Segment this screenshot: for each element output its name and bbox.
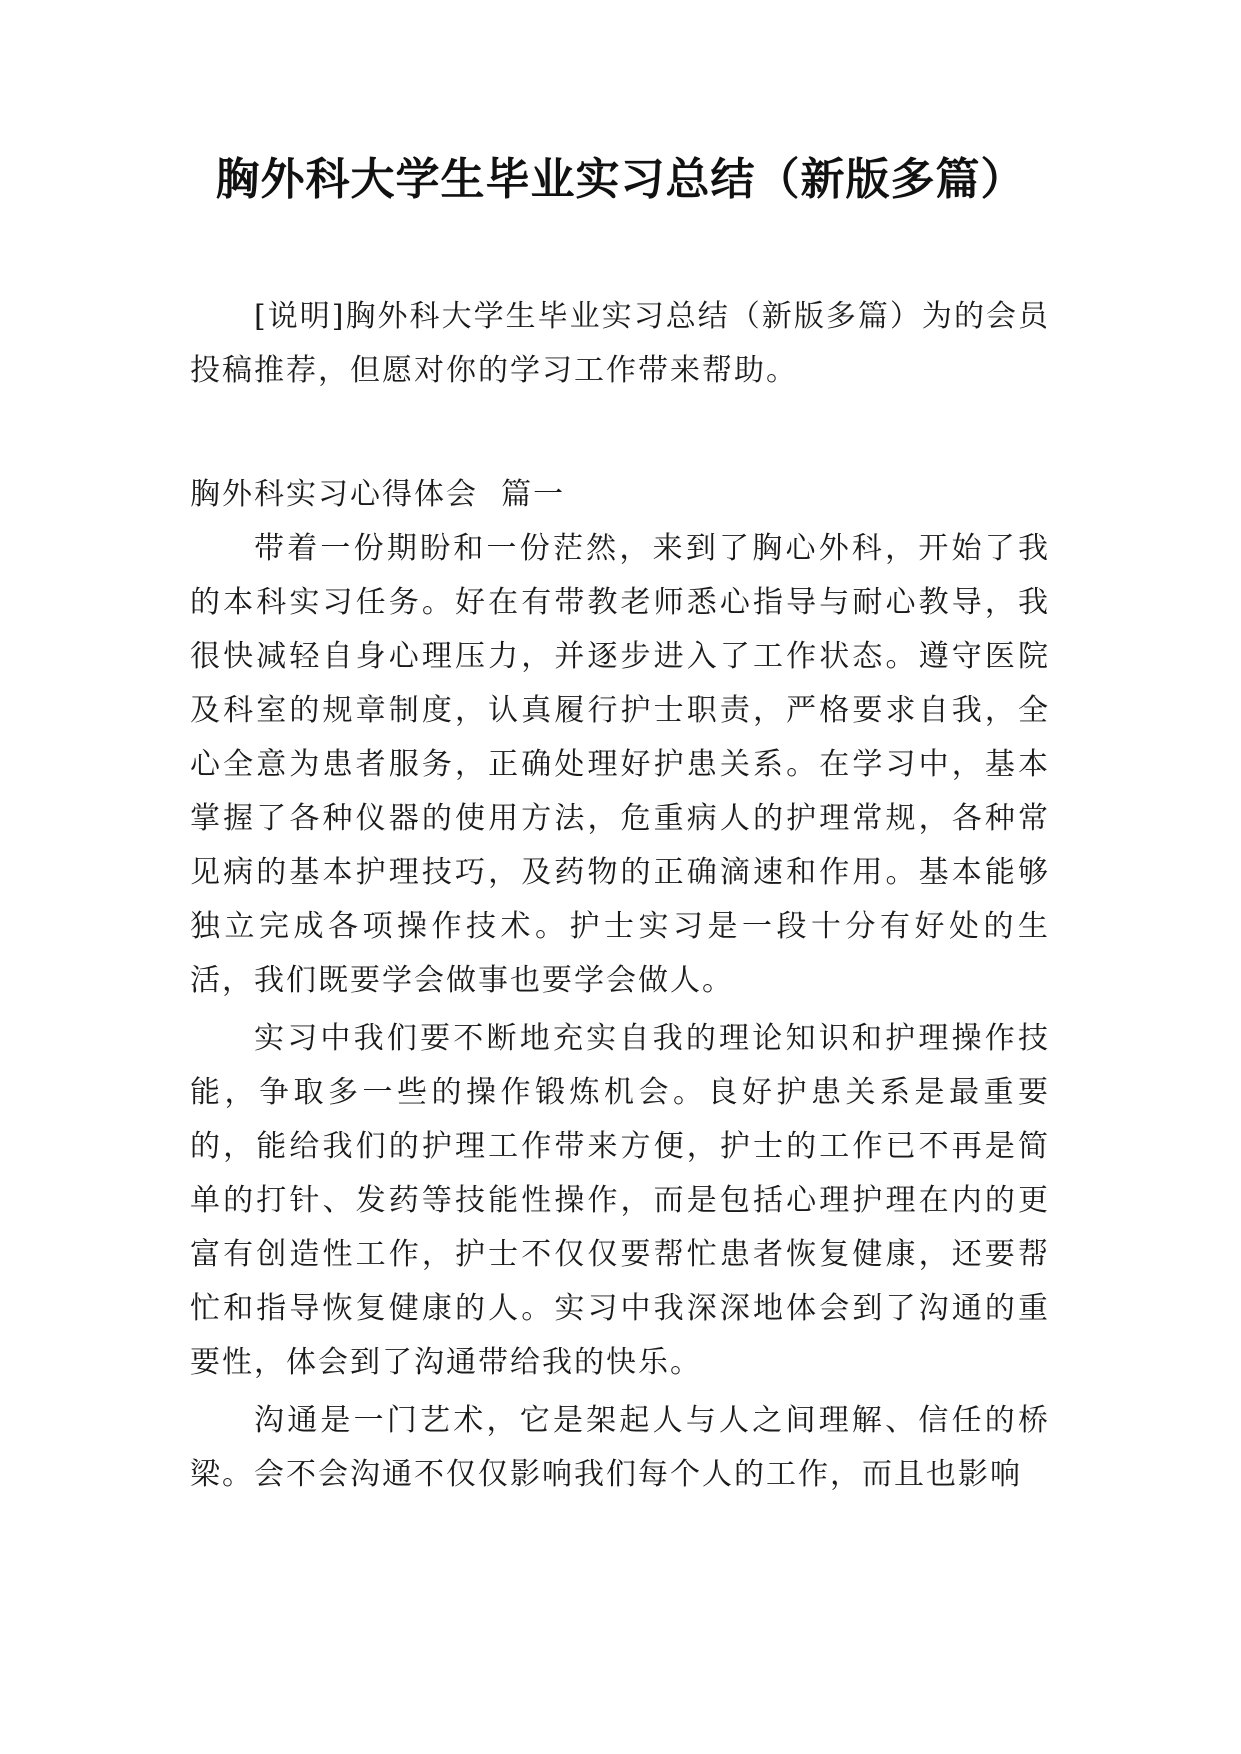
body-paragraph-3: 沟通是一门艺术，它是架起人与人之间理解、信任的桥梁。会不会沟通不仅仅影响我们每个人的工作，而且也影响 bbox=[190, 1403, 1050, 1492]
document-title: 胸外科大学生毕业实习总结（新版多篇） bbox=[215, 154, 1026, 205]
intro-note bbox=[190, 290, 1050, 398]
section-heading bbox=[190, 468, 1050, 522]
body-paragraph-2: 实习中我们要不断地充实自我的理论知识和护理操作技能，争取多一些的操作锻炼机会。良好护患关系是最重要的，能给我们的护理工作带来方便，护士的工作已不再是简单的打针、发药等技能性操作，而是包括心理护理在内的更富有创造性工作，护士不仅仅要帮忙患者恢复健康，还要帮忙和指导恢复健康的人。实习中我深深地体会到了沟通的重要性，体会到了沟通带给我的快乐。 bbox=[190, 1021, 1050, 1380]
intro-paragraph: [说明]胸外科大学生毕业实习总结（新版多篇）为的会员投稿推荐，但愿对你的学习工作带来帮助。 bbox=[190, 299, 1050, 388]
body-paragraph-1: 带着一份期盼和一份茫然，来到了胸心外科，开始了我的本科实习任务。好在有带教老师悉心指导与耐心教导，我很快减轻自身心理压力，并逐步进入了工作状态。遵守医院及科室的规章制度，认真履行护士职责，严格要求自我，全心全意为患者服务，正确处理好护患关系。在学习中，基本掌握了各种仪器的使用方法，危重病人的护理常规，各种常见病的基本护理技巧，及药物的正确滴速和作用。基本能够独立完成各项操作技术。护士实习是一段十分有好处的生活，我们既要学会做事也要学会做人。 bbox=[190, 531, 1050, 998]
section-body bbox=[190, 522, 1050, 1506]
section-heading-text: 胸外科实习心得体会 篇一 bbox=[190, 477, 566, 512]
